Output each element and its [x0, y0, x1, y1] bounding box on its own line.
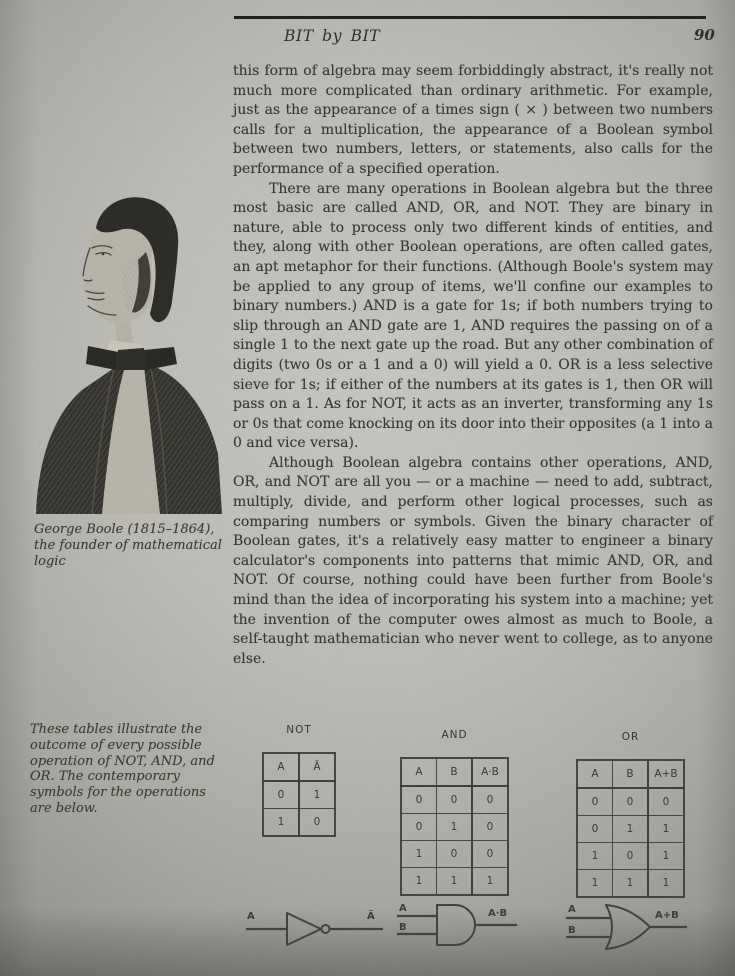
truth-table-cell: 0 [472, 814, 508, 841]
or-gate-output-label: A+B [655, 910, 679, 921]
truth-table [400, 757, 509, 896]
page-number: 90 [694, 26, 715, 44]
truth-table-cell: 0 [437, 786, 473, 814]
portrait-caption: George Boole (1815–1864), the founder of mathematical logic [34, 522, 222, 569]
truth-table-cell: 0 [648, 788, 684, 816]
paragraph-2: There are many operations in Boolean algebra but the three most basic are called AND, OR, and NOT. They are binary in nature, able to process only two different kinds of entities, and they, along with other Boolean operations, are often called gates, an apt metaphor for their functions. (Although Boole's system may be applied to any group of items, we'll confine our examples to binary numbers.) AND is a gate for 1s; if both numbers trying to slip through an AND gate are 1, AND requires the passing on of a single 1 to the next gate up the road. But any other combination of digits (two 0s or a 1 and a 0) will yield a 0. OR is a less selective sieve for 1s; if either of the numbers at its gates is 1, then OR will pass on a 1. As for NOT, it acts as an inverter, transforming any 1s or 0s that come knocking on its door into their opposites (a 1 into a 0 and vice versa). [233, 180, 713, 452]
truth-table-cell: 0 [472, 786, 508, 814]
truth-table [262, 752, 336, 837]
truth-table-cell: 1 [648, 816, 684, 843]
truth-table-and [398, 729, 511, 896]
truth-table-row [577, 788, 684, 816]
truth-table-cell: 1 [648, 870, 684, 898]
truth-table-cell: 1 [263, 809, 299, 837]
truth-table-cell: 1 [613, 816, 649, 843]
not-gate-output-label: Ā [367, 911, 375, 922]
portrait-engraving-image [26, 184, 232, 514]
and-gate-icon [437, 905, 475, 945]
truth-table-cell: 0 [577, 816, 613, 843]
truth-table-header-cell: A·B [472, 758, 508, 786]
truth-table-cell: 1 [577, 843, 613, 870]
truth-table-cell: 0 [613, 788, 649, 816]
not-gate-icon [287, 913, 321, 945]
paragraph-1: this form of algebra may seem forbiddingly abstract, it's really not much more complicated than ordinary arithmetic. For example, just as the appearance of a times sign ( × ) between two numbers calls for a multiplication, the appearance of a Boolean symbol between two numbers, letters, or statements, also calls for the performance of a specified operation. [233, 63, 713, 177]
truth-table-header-cell: Ā [299, 753, 335, 781]
not-gate-input-label: A [247, 911, 255, 922]
truth-table-not [262, 724, 336, 837]
truth-table-cell: 0 [472, 841, 508, 868]
truth-table-cell: 0 [437, 841, 473, 868]
table-title-not: NOT [286, 724, 312, 736]
truth-table-header-cell: A [263, 753, 299, 781]
truth-table-cell: 0 [263, 781, 299, 809]
truth-table-cell: 0 [613, 843, 649, 870]
or-gate-input-b-label: B [568, 925, 576, 936]
truth-table-cell: 1 [472, 868, 508, 896]
table-title-or: OR [621, 731, 640, 743]
or-gate-input-a-label: A [568, 904, 576, 915]
tables-caption: These tables illustrate the outcome of every possible operation of NOT, AND, and OR. The contemporary symbols for the operations are below. [30, 722, 215, 816]
and-gate-output-label: A·B [488, 908, 508, 919]
truth-table-row [401, 814, 508, 841]
george-boole-portrait [26, 184, 232, 514]
not-gate-bubble-icon [322, 925, 330, 933]
truth-table-cell: 1 [437, 868, 473, 896]
and-gate-input-a-label: A [399, 903, 407, 914]
truth-table-row [263, 809, 335, 837]
truth-table-cell: 0 [401, 814, 437, 841]
body-text [233, 62, 713, 669]
or-gate-symbol [560, 899, 695, 954]
truth-table-row [577, 816, 684, 843]
truth-table-row [401, 868, 508, 896]
truth-table-cell: 0 [577, 788, 613, 816]
truth-table-cell: 1 [299, 781, 335, 809]
truth-table-row [401, 786, 508, 814]
truth-table-cell: 1 [401, 841, 437, 868]
truth-table-header-cell: B [613, 760, 649, 788]
truth-table-header-cell: A [577, 760, 613, 788]
truth-table-header-cell: B [437, 758, 473, 786]
not-gate-symbol [240, 903, 390, 953]
truth-table [576, 759, 685, 898]
truth-table-row [263, 781, 335, 809]
truth-table-cell: 1 [401, 868, 437, 896]
truth-table-row [577, 870, 684, 898]
truth-table-header-cell: A [401, 758, 437, 786]
and-gate-input-b-label: B [399, 922, 407, 933]
table-title-and: AND [441, 729, 468, 741]
truth-table-row [401, 841, 508, 868]
and-gate-symbol [393, 899, 523, 954]
or-gate-icon [606, 905, 650, 949]
truth-table-or [574, 731, 687, 898]
truth-table-cell: 1 [577, 870, 613, 898]
chapter-title: BIT by BIT [284, 27, 381, 45]
truth-table-header-cell: A+B [648, 760, 684, 788]
paragraph-3: Although Boolean algebra contains other operations, AND, OR, and NOT are all you — or a machine — need to add, subtract, multiply, divide, and perform other logical processes, such as comparing numbers or symbols. Given the binary character of Boolean gates, it's a relatively easy matter to engineer a binary calculator's components into patterns that mimic AND, OR, and NOT. Of course, nothing could have been further from Boole's mind than the idea of incorporating his system into a machine; yet the invention of the computer owes almost as much to Boole, a self-taught mathematician who never went to college, as to anyone else. [233, 454, 713, 667]
truth-table-cell: 0 [299, 809, 335, 837]
truth-table-cell: 0 [401, 786, 437, 814]
truth-table-cell: 1 [437, 814, 473, 841]
truth-table-cell: 1 [613, 870, 649, 898]
header-rule [234, 16, 706, 19]
truth-table-row [577, 843, 684, 870]
truth-table-cell: 1 [648, 843, 684, 870]
